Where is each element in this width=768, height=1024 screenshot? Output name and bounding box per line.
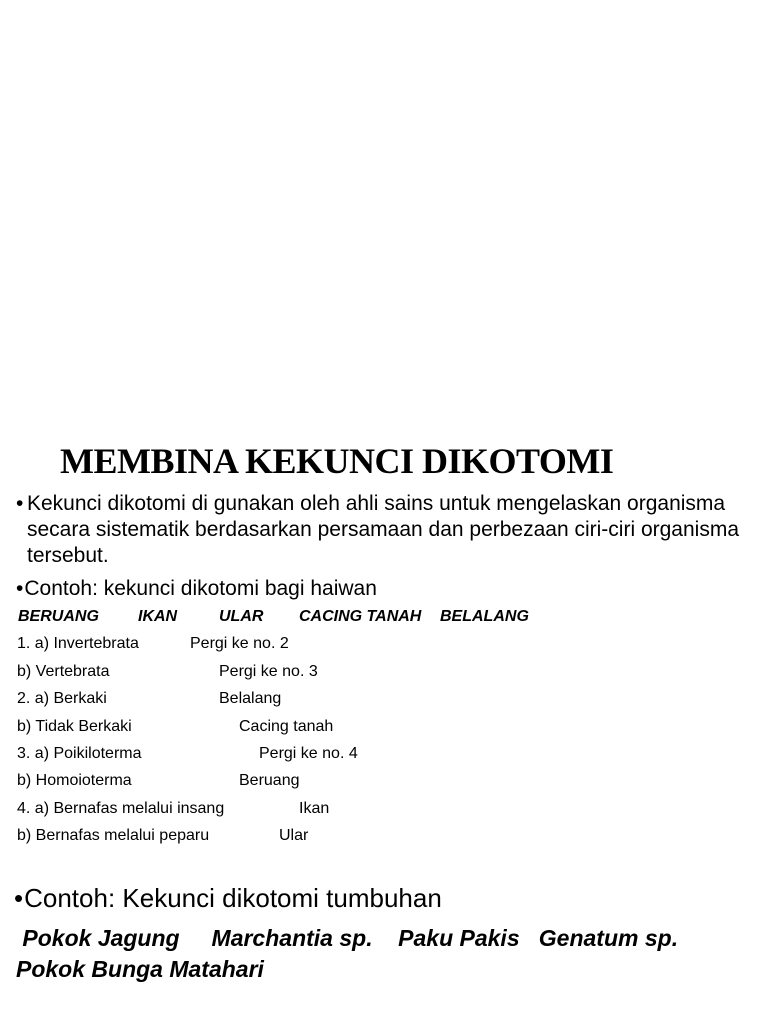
key-label: 3. a) Poikiloterma	[17, 745, 142, 762]
plant-list-line-1: Pokok Jagung Marchantia sp. Paku Pakis Genatum sp.	[16, 925, 679, 951]
plant-example-text: Contoh: Kekunci dikotomi tumbuhan	[24, 883, 442, 913]
animal-item: BELALANG	[440, 608, 529, 625]
key-result: Beruang	[239, 772, 300, 789]
key-row	[17, 634, 517, 654]
plant-example-bullet	[14, 882, 442, 914]
plant-list-line-2: Pokok Bunga Matahari	[16, 956, 264, 982]
key-label: 4. a) Bernafas melalui insang	[17, 800, 225, 817]
key-label: b) Homoioterma	[17, 772, 132, 789]
page-title: MEMBINA KEKUNCI DIKOTOMI	[60, 441, 614, 481]
key-row	[17, 799, 517, 819]
intro-bullet	[16, 491, 756, 569]
animal-item: CACING TANAH	[299, 608, 422, 625]
bullet-icon: •	[16, 492, 24, 515]
bullet-icon: •	[14, 883, 24, 913]
animal-item: BERUANG	[18, 608, 99, 625]
key-row	[17, 662, 517, 682]
animal-example-text: Contoh: kekunci dikotomi bagi haiwan	[24, 577, 377, 600]
key-row	[17, 771, 517, 791]
key-row	[17, 689, 517, 709]
key-label: 2. a) Berkaki	[17, 690, 107, 707]
key-label: b) Vertebrata	[17, 663, 110, 680]
key-result: Pergi ke no. 4	[259, 745, 358, 762]
animal-item: IKAN	[138, 608, 178, 625]
key-result: Ular	[279, 827, 309, 844]
key-result: Ikan	[299, 800, 330, 817]
key-row	[17, 826, 517, 846]
key-result: Belalang	[219, 690, 282, 707]
key-row	[17, 744, 517, 764]
key-result: Pergi ke no. 3	[219, 663, 318, 680]
key-label: 1. a) Invertebrata	[17, 635, 139, 652]
animal-item: ULAR	[219, 608, 264, 625]
bullet-icon: •	[16, 577, 24, 600]
key-label: b) Bernafas melalui peparu	[17, 827, 210, 844]
animal-example-bullet	[16, 576, 377, 602]
intro-text: Kekunci dikotomi di gunakan oleh ahli sains untuk mengelaskan organisma secara sistematik berdasarkan persamaan dan perbezaan ciri-ciri organisma tersebut.	[27, 492, 740, 567]
key-label: b) Tidak Berkaki	[17, 718, 132, 735]
key-result: Cacing tanah	[239, 718, 334, 735]
key-row	[17, 717, 517, 737]
key-result: Pergi ke no. 2	[190, 635, 289, 652]
animal-list	[18, 607, 578, 627]
